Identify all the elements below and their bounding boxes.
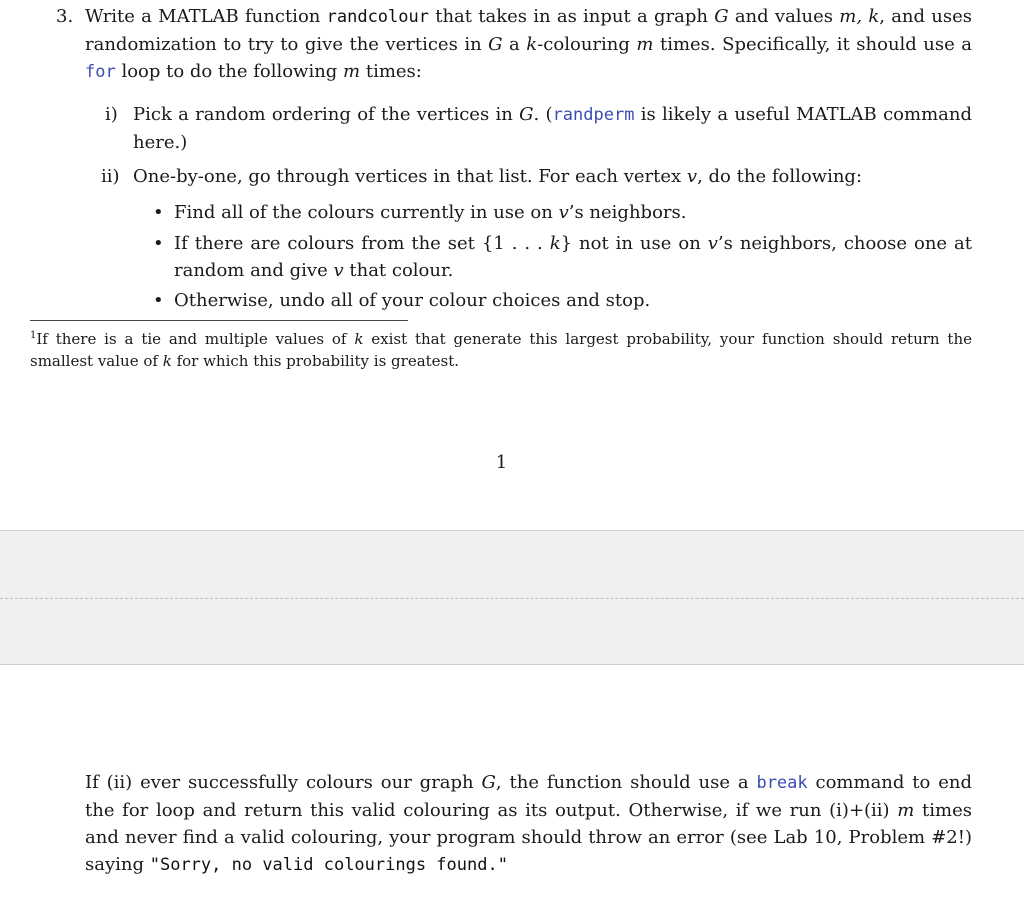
continuation-paragraph: If (ii) ever successfully colours our graph G, the function should use a break command to end the for loop and return this valid colouring as its output. Otherwise, if we run (i)+(ii) m times and never find a valid colouring, your program should throw an error (see Lab 10, Problem #2!) saying "Sorry, no valid colourings found." bbox=[85, 772, 972, 875]
randperm-code: randperm bbox=[552, 105, 635, 125]
bullet-dot: • bbox=[153, 290, 164, 311]
bullet-1: Find all of the colours currently in use on v’s neighbors. bbox=[174, 202, 687, 223]
step-ii-text: One-by-one, go through vertices in that list. For each vertex v, do the following: bbox=[133, 166, 863, 187]
question-text: Write a MATLAB function randcolour that takes in as input a graph G and values m, k, and uses randomization to try to give the vertices in G a k-colouring m times. Specifically, it should use a for loop to do the following m times: bbox=[85, 6, 973, 82]
page-number: 1 bbox=[495, 452, 508, 473]
for-keyword-code: for bbox=[85, 62, 116, 82]
question-3 bbox=[56, 3, 972, 86]
footnote-rule bbox=[30, 320, 408, 321]
error-message-code: "Sorry, no valid colourings found." bbox=[149, 855, 508, 875]
bullet-3: Otherwise, undo all of your colour choices and stop. bbox=[174, 290, 651, 311]
footnote-marker: 1 bbox=[30, 330, 37, 341]
bullet-dot: • bbox=[153, 202, 164, 223]
bullet-dot: • bbox=[153, 233, 164, 254]
bullet-2: If there are colours from the set {1 . . . k} not in use on v’s neighbors, choose one at random and give v that colour. bbox=[174, 233, 972, 281]
step-i bbox=[105, 101, 972, 156]
function-name-code: randcolour bbox=[326, 7, 429, 27]
question-number: 3. bbox=[56, 6, 74, 27]
footnote: $^1$If there is a tie and multiple values of k exist that generate this largest probability, your function should return the smallest value of k for which this probability is greatest. bbox=[30, 330, 972, 370]
step-ii bbox=[101, 163, 972, 190]
step-i-text: Pick a random ordering of the vertices in G. (randperm is likely a useful MATLAB command here.) bbox=[133, 104, 972, 153]
break-keyword-code: break bbox=[756, 773, 808, 793]
page-separator bbox=[0, 530, 1024, 665]
step-ii-label: ii) bbox=[101, 166, 120, 187]
page-break-line bbox=[0, 598, 1024, 599]
step-i-label: i) bbox=[105, 104, 118, 125]
